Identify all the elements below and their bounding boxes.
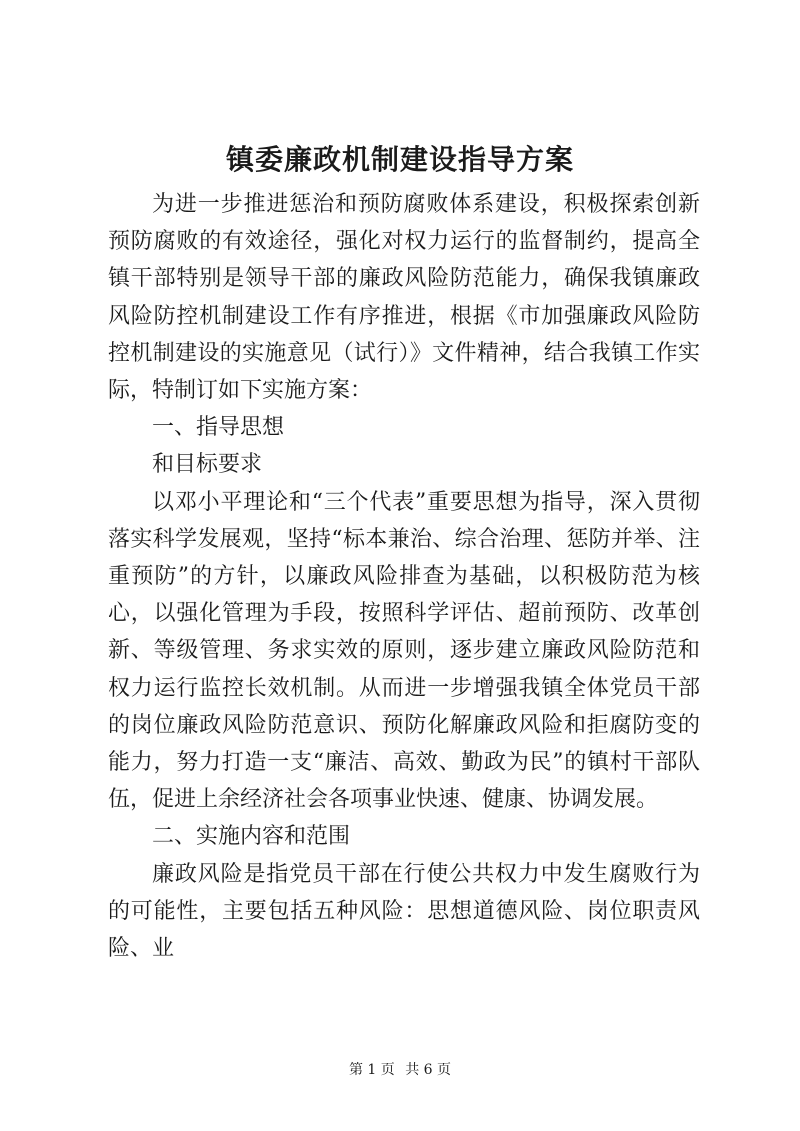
page-footer [0,1060,800,1080]
intro-paragraph: 为进一步推进惩治和预防腐败体系建设，积极探索创新预防腐败的有效途径，强化对权力运行的监督制约，提高全镇干部特别是领导干部的廉政风险防范能力，确保我镇廉政风险防控机制建设工作有序推进，根据《市加强廉政风险防控机制建设的实施意见（试行）》文件精神，结合我镇工作实际，特制订如下实施方案： [108,192,700,404]
page-number: 第 1 页 [348,1062,395,1078]
guiding-ideology-paragraph: 以邓小平理论和“三个代表”重要思想为指导，深入贯彻落实科学发展观，坚持“标本兼治、综合治理、惩防并举、注重预防”的方针，以廉政风险排查为基础，以积极防范为核心，以强化管理为手段，按照科学评估、超前预防、改革创新、等级管理、务求实效的原则，逐步建立廉政风险防范和权力运行监控长效机制。从而进一步增强我镇全体党员干部的岗位廉政风险防范意识、预防化解廉政风险和拒腐防变的能力，努力打造一支“廉洁、高效、勤政为民”的镇村干部队伍，促进上余经济社会各项事业快速、健康、协调发展。 [108,489,700,813]
section-heading-goals: 和目标要求 [152,452,263,478]
document-body [108,186,700,967]
document-title: 镇委廉政机制建设指导方案 [225,143,574,176]
section-heading-content-scope: 二、实施内容和范围 [152,824,351,850]
risk-definition-paragraph: 廉政风险是指党员干部在行使公共权力中发生腐败行为的可能性，主要包括五种风险：思想道德风险、岗位职责风险、业 [108,861,700,962]
section-heading-guiding-ideology: 一、指导思想 [152,415,285,441]
page-total: 共 6 页 [405,1062,452,1078]
